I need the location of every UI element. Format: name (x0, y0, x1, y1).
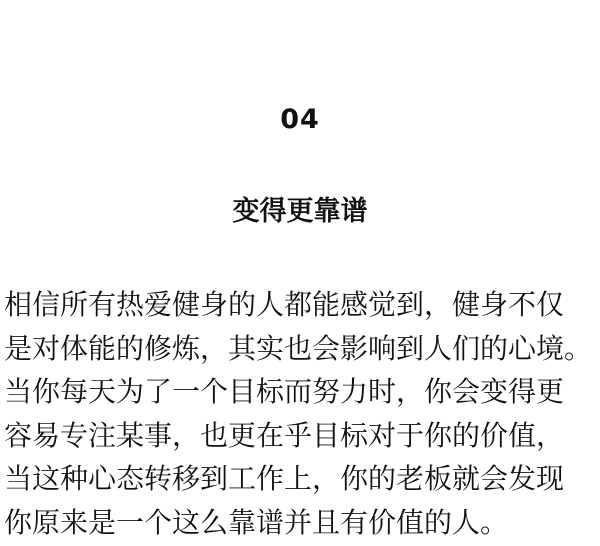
paragraph-line: 当这种心态转移到工作上，你的老板就会发现 (4, 462, 565, 495)
paragraph-line: 是对体能的修炼，其实也会影响到人们的心境。 (4, 331, 593, 365)
paragraph-line: 你原来是一个这么靠谱并且有价值的人。 (4, 505, 509, 539)
section-number: 04 (280, 104, 320, 135)
paragraph-line: 容易专注某事，也更在乎目标对于你的价值， (4, 418, 565, 452)
paragraph-line: 相信所有热爱健身的人都能感觉到，健身不仅 (4, 288, 565, 321)
section-title: 变得更靠谱 (232, 196, 368, 227)
paragraph-line: 当你每天为了一个目标而努力时，你会变得更 (4, 375, 565, 408)
body-paragraph (4, 283, 600, 544)
